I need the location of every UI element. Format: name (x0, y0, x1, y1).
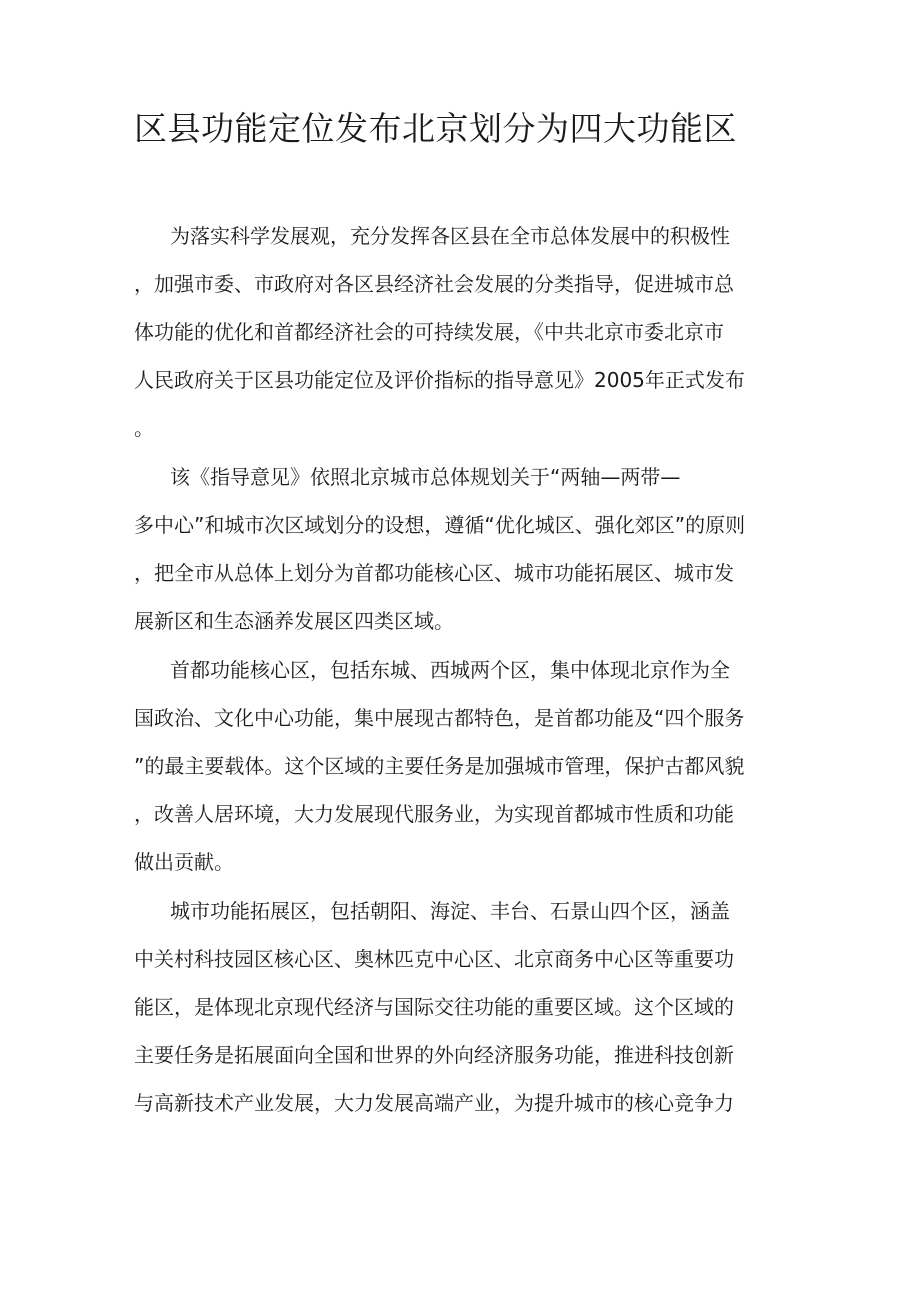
paragraph-4-line-2: 中关村科技园区核心区、奥林匹克中心区、北京商务中心区等重要功 (134, 947, 734, 971)
paragraph-2-line-1: 该《指导意见》依照北京城市总体规划关于“两轴—两带— (170, 465, 681, 489)
paragraph-3-line-1: 首都功能核心区，包括东城、西城两个区，集中体现北京作为全 (170, 658, 730, 682)
document-title: 区县功能定位发布北京划分为四大功能区 (134, 109, 737, 148)
paragraph-2-line-3: ，把全市从总体上划分为首都功能核心区、城市功能拓展区、城市发 (134, 561, 734, 585)
paragraph-3-line-5: 做出贡献。 (134, 850, 234, 874)
paragraph-3-line-2: 国政治、文化中心功能，集中展现古都特色，是首都功能及“四个服务 (134, 706, 745, 730)
paragraph-1-line-1: 为落实科学发展观，充分发挥各区县在全市总体发展中的积极性 (170, 224, 730, 248)
paragraph-2-line-2: 多中心”和城市次区域划分的设想，遵循“优化城区、强化郊区”的原则 (134, 513, 746, 537)
paragraph-1-line-5: 。 (134, 416, 154, 440)
paragraph-4-line-5: 与高新技术产业发展，大力发展高端产业，为提升城市的核心竞争力 (134, 1091, 734, 1115)
paragraph-4-line-1: 城市功能拓展区，包括朝阳、海淀、丰台、石景山四个区，涵盖 (170, 899, 730, 923)
paragraph-4-line-3: 能区，是体现北京现代经济与国际交往功能的重要区域。这个区域的 (134, 995, 734, 1019)
paragraph-2-line-4: 展新区和生态涵养发展区四类区域。 (134, 609, 454, 633)
paragraph-3-line-4: ，改善人居环境，大力发展现代服务业，为实现首都城市性质和功能 (134, 802, 734, 826)
paragraph-3-line-3: ”的最主要载体。这个区域的主要任务是加强城市管理，保护古都风貌 (134, 754, 745, 778)
paragraph-1-line-2: ，加强市委、市政府对各区县经济社会发展的分类指导，促进城市总 (134, 272, 734, 296)
paragraph-4-line-4: 主要任务是拓展面向全国和世界的外向经济服务功能，推进科技创新 (134, 1043, 734, 1067)
paragraph-1-line-4: 人民政府关于区县功能定位及评价指标的指导意见》2005年正式发布 (134, 368, 745, 392)
paragraph-1-line-3: 体功能的优化和首都经济社会的可持续发展，《中共北京市委北京市 (134, 320, 724, 344)
